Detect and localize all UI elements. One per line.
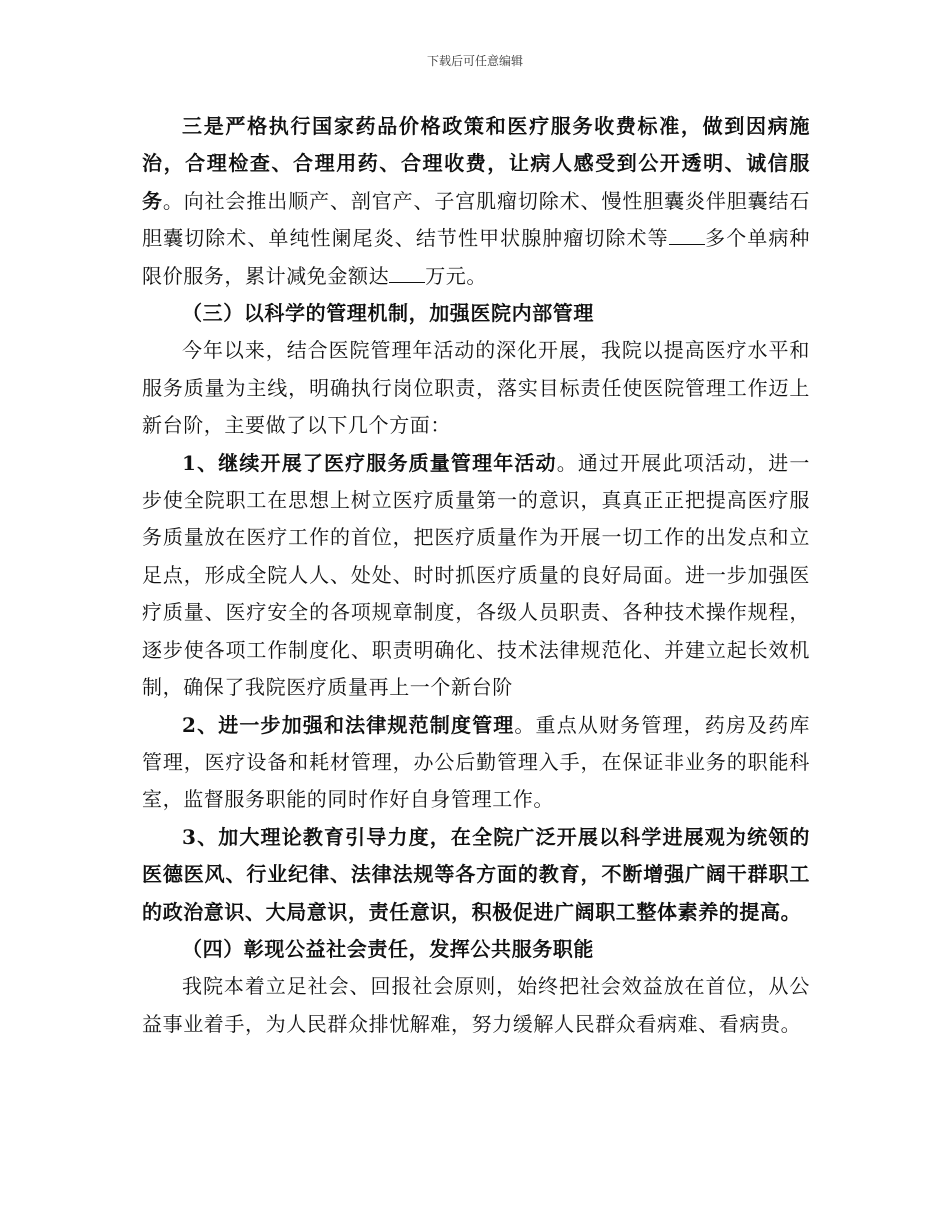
paragraph-bold-lead: 三是严格执行国家药品价格政策和医疗服务收费标准，做到因病施治，合理检查、合理用药、合理收费，让病人感受到公开透明、诚信服务 — [142, 114, 810, 213]
paragraph-item-3: 3、加大理论教育引导力度，在全院广泛开展以科学进展观为统领的医德医风、行业纪律、法律法规等各方面的教育，不断增强广阔干群职工的政治意识、大局意识，责任意识，积极促进广阔职工整体素养的提高。 — [142, 824, 810, 924]
document-body — [142, 108, 810, 1043]
paragraph-body-end: 万元。 — [425, 263, 488, 288]
paragraph-body: 。向社会推出顺产、剖官产、子宫肌瘤切除术、慢性胆囊炎伴胆囊结石胆囊切除术、单纯性阑尾炎、结节性甲状腺肿瘤切除术等 — [142, 188, 810, 251]
page-header: 下载后可任意编辑 — [426, 54, 523, 68]
section-heading-3: （三）以科学的管理机制，加强医院内部管理 — [182, 301, 594, 326]
item-1-lead: 1、继续开展了医疗服务质量管理年活动 — [182, 450, 557, 475]
paragraph-price-policy — [142, 108, 810, 295]
paragraph-intro: 今年以来，结合医院管理年活动的深化开展，我院以提高医疗水平和服务质量为主线，明确执行岗位职责，落实目标责任使医院管理工作迈上新台阶，主要做了以下几个方面： — [142, 338, 810, 438]
section-heading-4: （四）彰现公益社会责任，发挥公共服务职能 — [182, 936, 594, 961]
paragraph-body-cont: 多个单病种限价服务，累计减免金额达 — [142, 226, 811, 288]
blank-count — [669, 228, 705, 245]
paragraph-item-1 — [142, 445, 810, 707]
item-2-lead: 2、进一步加强和法律规范制度管理 — [182, 712, 515, 737]
blank-amount — [389, 266, 425, 283]
item-2-body: 。重点从财务管理，药房及药库管理，医疗设备和耗材管理，办公后勤管理入手，在保证非业务的职能科室，监督服务职能的同时作好自身管理工作。 — [142, 712, 810, 812]
paragraph-final: 我院本着立足社会、回报社会原则，始终把社会效益放在首位，从公益事业着手，为人民群众排忧解难，努力缓解人民群众看病难、看病贵。 — [142, 974, 810, 1036]
paragraph-item-2 — [142, 707, 810, 819]
item-1-body: 。通过开展此项活动，进一步使全院职工在思想上树立医疗质量第一的意识，真真正正把提高医疗服务质量放在医疗工作的首位，把医疗质量作为开展一切工作的出发点和立足点，形成全院人人、处处、时时抓医疗质量的良好局面。进一步加强医疗质量、医疗安全的各项规章制度，各级人员职责、各种技术操作规程，逐步使各项工作制度化、职责明确化、技术法律规范化、并建立起长效机制，确保了我院医疗质量再上一个新台阶 — [142, 450, 811, 700]
